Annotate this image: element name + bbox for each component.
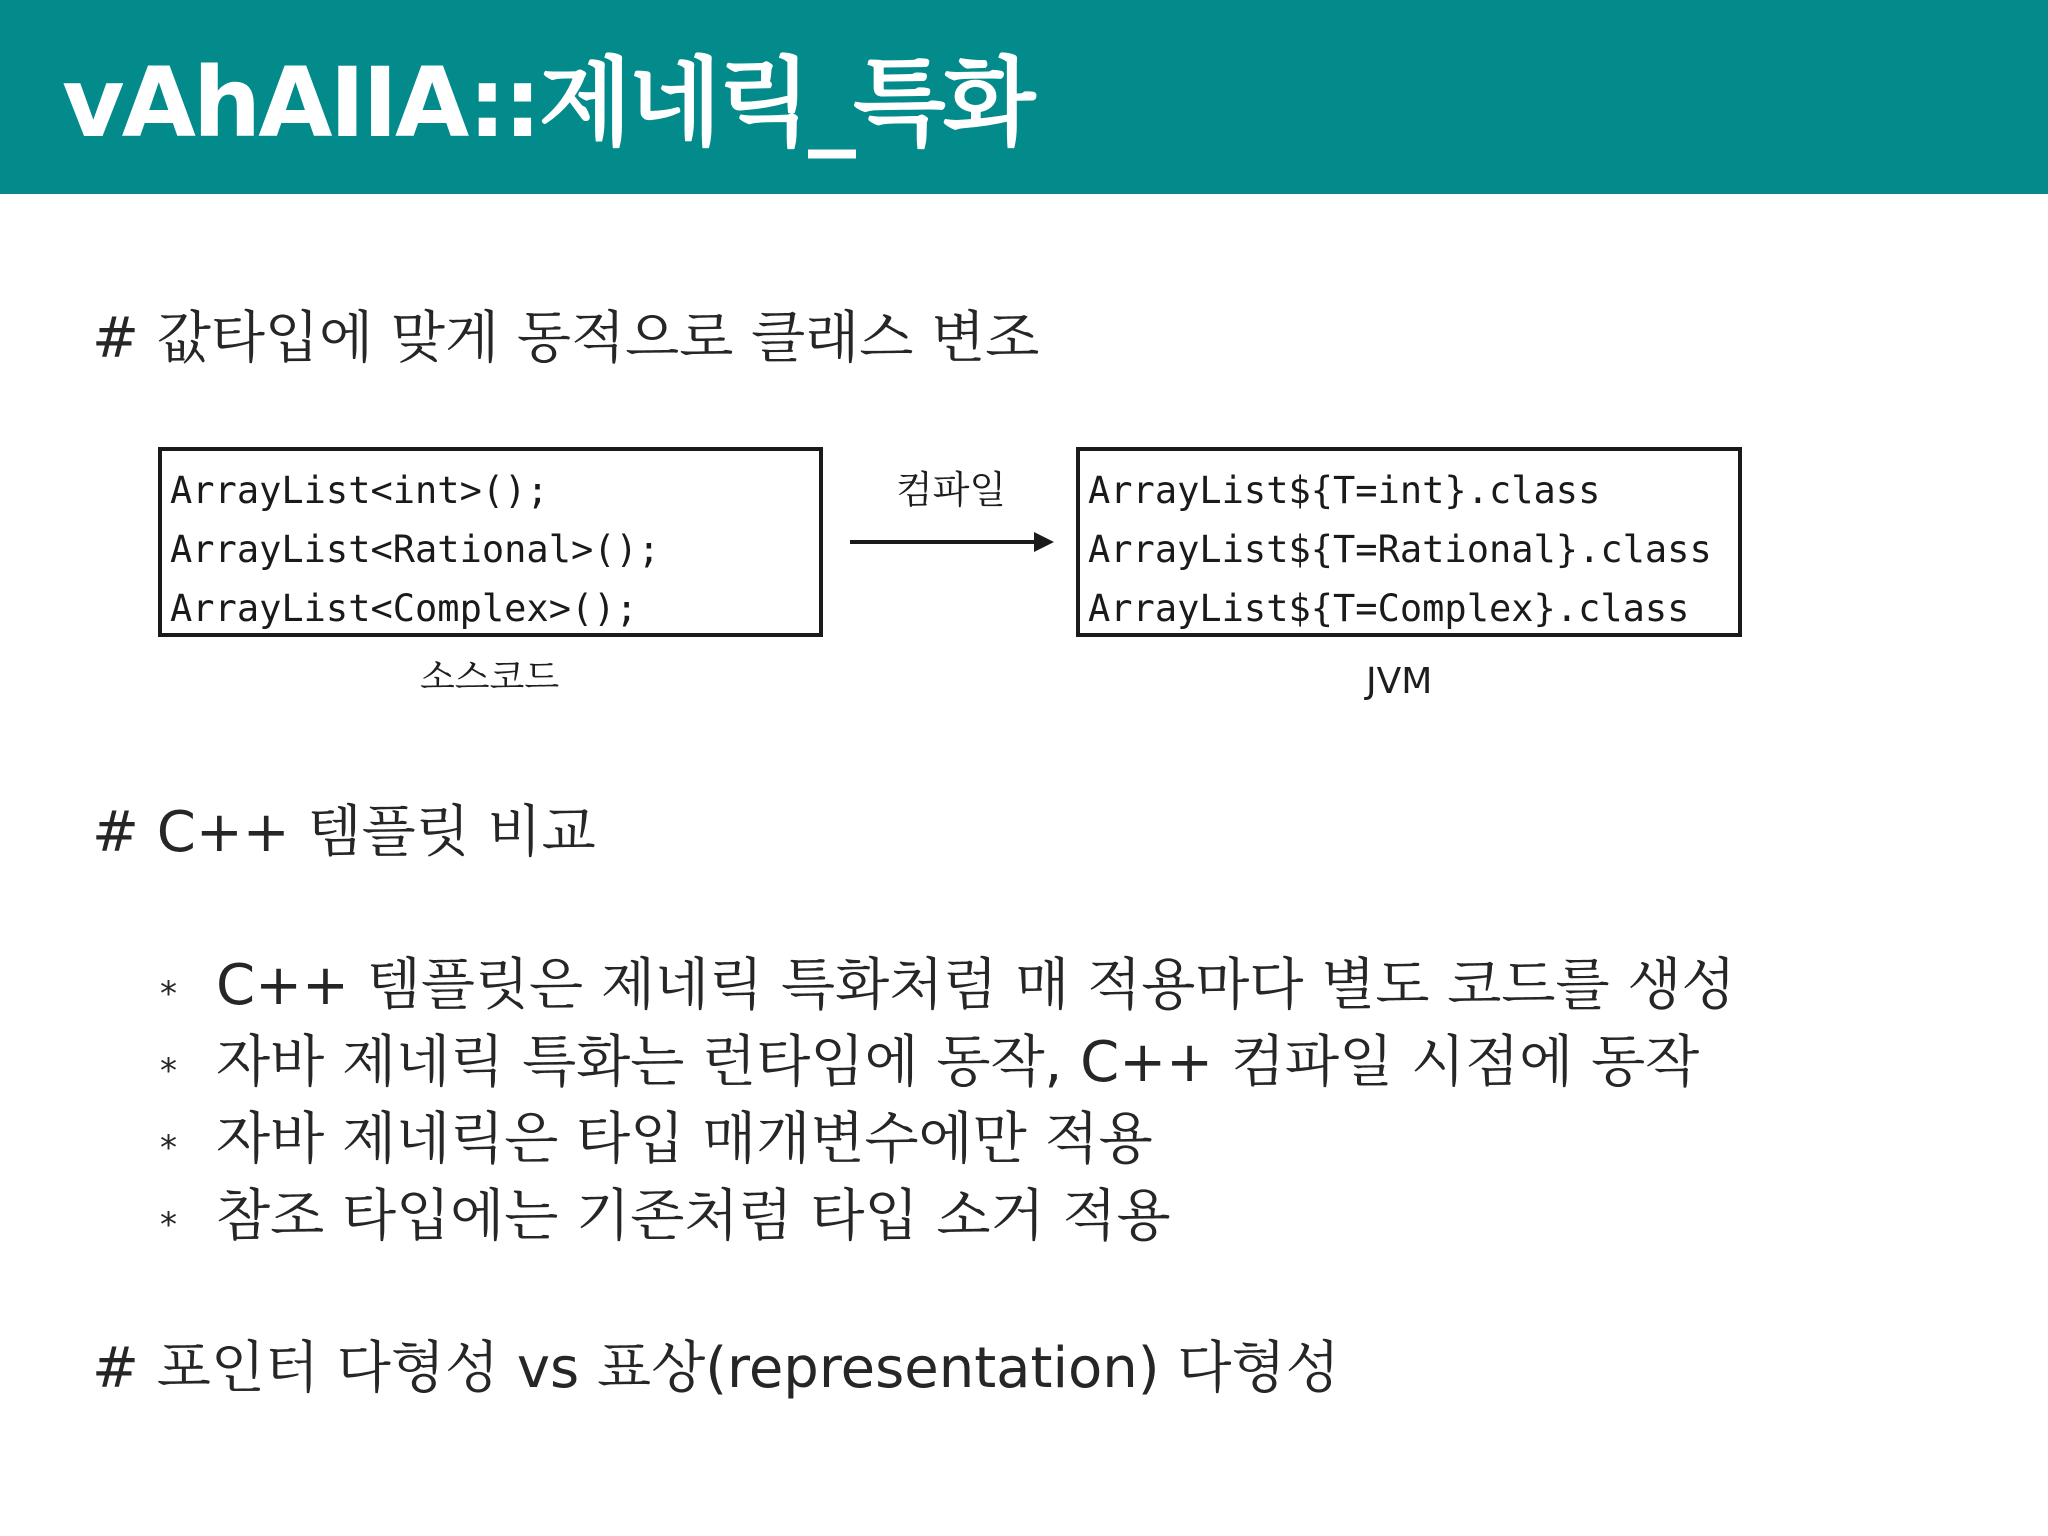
bullet-text: 자바 제네릭 특화는 런타임에 동작, C++ 컴파일 시점에 동작 bbox=[216, 1030, 1700, 1095]
section-heading-value-type: # 값타입에 맞게 동적으로 클래스 변조 bbox=[92, 306, 1040, 371]
bullet-star-icon: * bbox=[160, 1128, 177, 1168]
bullet-text: 자바 제네릭은 타입 매개변수에만 적용 bbox=[216, 1107, 1153, 1172]
bullet-text: 참조 타입에는 기존처럼 타입 소거 적용 bbox=[216, 1184, 1171, 1249]
jvm-class-line: ArrayList${T=int}.class bbox=[1088, 469, 1601, 512]
bullet-star-icon: * bbox=[160, 1051, 177, 1091]
jvm-class-line: ArrayList${T=Complex}.class bbox=[1088, 587, 1690, 630]
bullet-star-icon: * bbox=[160, 974, 177, 1014]
jvm-caption: JVM bbox=[1366, 661, 1433, 702]
bullet-text: C++ 템플릿은 제네릭 특화처럼 매 적용마다 별도 코드를 생성 bbox=[216, 953, 1736, 1018]
source-code-line: ArrayList<Complex>(); bbox=[170, 587, 638, 630]
bullet-star-icon: * bbox=[160, 1205, 177, 1245]
source-code-line: ArrayList<int>(); bbox=[170, 469, 549, 512]
section-heading-cpp-template: # C++ 템플릿 비교 bbox=[92, 800, 596, 865]
jvm-class-box bbox=[1076, 447, 1742, 637]
jvm-class-line: ArrayList${T=Rational}.class bbox=[1088, 528, 1712, 571]
source-code-box bbox=[158, 447, 823, 637]
compile-arrow-label: 컴파일 bbox=[896, 468, 1007, 512]
slide-title: vAhAIIA::제네릭_특화 bbox=[62, 47, 1033, 159]
right-arrow-icon bbox=[850, 527, 1054, 557]
source-code-line: ArrayList<Rational>(); bbox=[170, 528, 661, 571]
section-heading-polymorphism: # 포인터 다형성 vs 표상(representation) 다형성 bbox=[92, 1336, 1340, 1401]
source-code-caption: 소스코드 bbox=[420, 657, 560, 698]
slide-header bbox=[0, 0, 2048, 194]
